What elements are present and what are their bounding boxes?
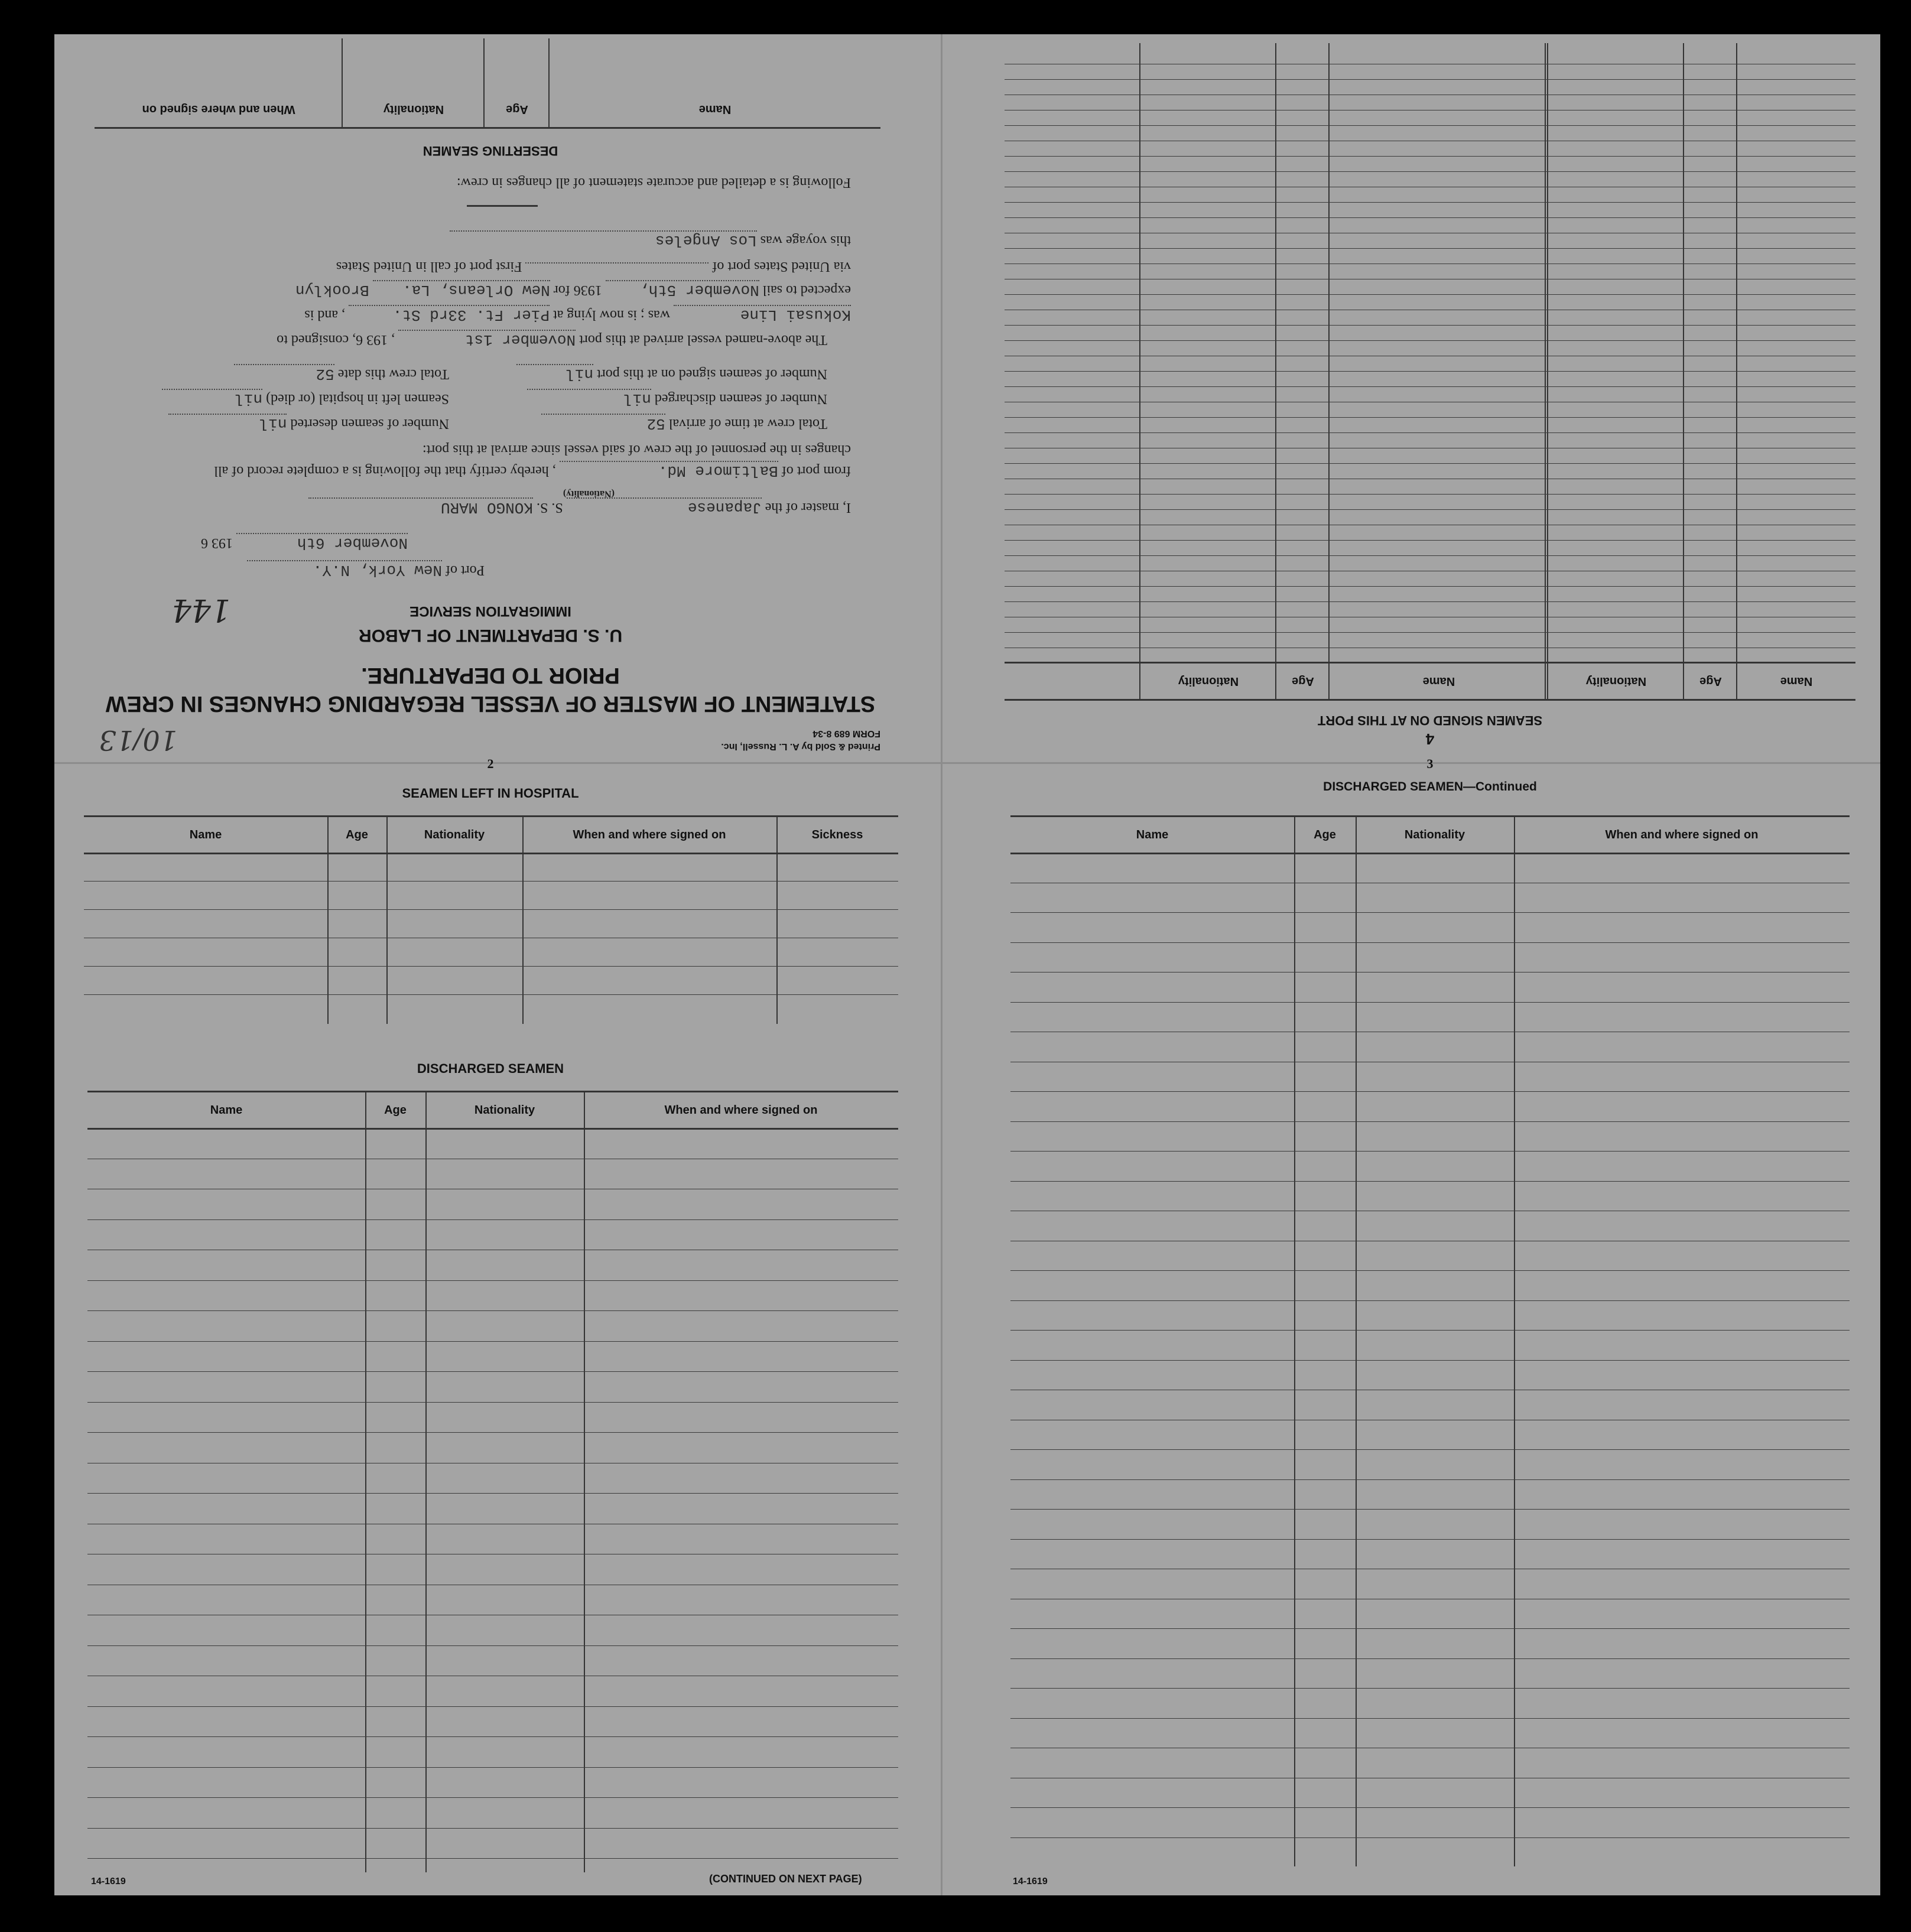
discharged-header-nationality: Nationality: [474, 1104, 535, 1117]
table-row-line: [87, 1280, 898, 1281]
from-port-value: Baltimore Md.: [560, 461, 778, 480]
table-row-line: [1005, 156, 1855, 157]
nationality-value: Japanese: [567, 497, 762, 516]
table-row-line: [1005, 601, 1855, 602]
table-row-line: [87, 1371, 898, 1372]
table-row-line: [87, 1493, 898, 1494]
table-row-line: [87, 1341, 898, 1342]
hospital-header-sickness: Sickness: [811, 828, 863, 841]
table-row-line: [87, 1645, 898, 1646]
deserting-header-signed-on: When and where signed on: [142, 103, 295, 116]
discharged-header-name: Name: [210, 1104, 243, 1117]
table-row-line: [1005, 79, 1855, 80]
deserting-table: [95, 38, 880, 129]
table-row-line: [1010, 1151, 1850, 1152]
vessel-value: KONGO MARU: [308, 497, 533, 516]
table-row-line: [1010, 912, 1850, 913]
deserted-value: nil: [168, 414, 287, 432]
page-number-4: 4: [1425, 730, 1435, 748]
borough-value: Brooklyn: [295, 281, 369, 299]
table-row-line: [1010, 1539, 1850, 1540]
page-number-2: 2: [487, 756, 494, 771]
table-row-line: [1005, 463, 1855, 464]
hospital-table: [84, 815, 898, 1024]
table-row-line: [1005, 371, 1855, 372]
year-label: 193 6: [201, 535, 233, 551]
service-heading: IMMIGRATION SERVICE: [410, 603, 571, 619]
signed-on-title: SEAMEN SIGNED ON AT THIS PORT: [1317, 713, 1543, 728]
hospital-header-nationality: Nationality: [424, 828, 485, 841]
table-row-line: [1005, 632, 1855, 633]
table-row-line: [87, 1797, 898, 1798]
certify-text: , hereby certify that the following is a complete record of all: [214, 463, 556, 479]
first-port-label: First port of call in United States: [336, 259, 522, 274]
sail-value: November 5th,: [606, 280, 759, 299]
table-row-line: [1010, 1121, 1850, 1122]
table-row-line: [1005, 662, 1855, 663]
hospital-panel: [83, 756, 898, 1891]
total-date-line: [234, 364, 449, 383]
expected-label: expected to sail: [762, 282, 851, 298]
printer-line: Printed & Sold by A. L. Russell, Inc.: [721, 741, 880, 752]
signed-on-panel: [1005, 39, 1855, 754]
date-value: November 6th: [236, 533, 408, 552]
handwritten-number: 144: [171, 592, 230, 627]
table-row-line: [87, 1736, 898, 1737]
discharged-continued-panel: [1005, 756, 1855, 1891]
department-heading: U. S. DEPARTMENT OF LABOR: [358, 626, 623, 645]
discharged-header-signed-on: When and where signed on: [664, 1104, 818, 1117]
signed-label: Number of seamen signed on at this port: [597, 366, 827, 382]
signed-on-header-age-b: Age: [1292, 675, 1314, 688]
port-value: New York, N.Y.: [247, 560, 442, 579]
consignee-line: [304, 305, 851, 324]
table-row-line: [1005, 294, 1855, 295]
hospital-title: SEAMEN LEFT IN HOSPITAL: [402, 786, 579, 801]
ss-label: S. S.: [537, 500, 563, 515]
changes-text: changes in the personnel of the crew of said vessel since arrival at this port:: [422, 442, 851, 457]
via-line: [336, 258, 851, 274]
deserting-header-nationality: Nationality: [383, 103, 444, 116]
from-port-label: from port of: [781, 463, 851, 479]
table-row-line: [1010, 1509, 1850, 1510]
hospital-header-age: Age: [346, 828, 368, 841]
deserting-header-age: Age: [506, 103, 528, 116]
table-row-line: [1010, 1449, 1850, 1450]
total-crew-value: 52: [541, 414, 665, 432]
handwritten-note: 10/13: [99, 724, 177, 756]
table-row-line: [1005, 555, 1855, 556]
voyage-line: [450, 230, 851, 249]
deserted-label: Number of seamen deserted: [290, 416, 449, 431]
table-row-line: [87, 1128, 898, 1130]
table-row-line: [1005, 540, 1855, 541]
signed-on-header-age-a: Age: [1699, 675, 1722, 688]
discharged-line: [527, 389, 827, 408]
page-number-3: 3: [1426, 756, 1434, 771]
table-row-line: [1005, 432, 1855, 433]
signed-on-header-name-a: Name: [1780, 675, 1813, 688]
port-line: [247, 560, 485, 579]
table-row-line: [1010, 1360, 1850, 1361]
signed-on-header-name-b: Name: [1422, 675, 1455, 688]
date-line: [201, 533, 408, 552]
and-is: , and is: [304, 307, 345, 323]
discharged-continued-title: DISCHARGED SEAMEN—Continued: [1323, 780, 1537, 793]
table-row-line: [1005, 386, 1855, 387]
consignee-value: Kokusai Line: [674, 305, 851, 324]
signed-line: [516, 364, 827, 383]
discharged-header-age: Age: [384, 1104, 407, 1117]
table-row-line: [1005, 217, 1855, 218]
statement-title-line1: STATEMENT OF MASTER OF VESSEL REGARDING CHANGES IN CREW: [105, 691, 876, 716]
deserted-line: [168, 414, 449, 432]
table-row-line: [1010, 1658, 1850, 1659]
table-row-line: [87, 1706, 898, 1707]
table-row-line: [1010, 1718, 1850, 1719]
arrived-label: The above-named vessel arrived at this port: [579, 332, 827, 347]
table-row-line: [1010, 1628, 1850, 1629]
was-label: was: [648, 307, 670, 323]
table-row-line: [1010, 1837, 1850, 1838]
signed-on-header-nationality-a: Nationality: [1585, 675, 1647, 688]
discharged-title: DISCHARGED SEAMEN: [417, 1061, 564, 1076]
table-row-line: [1010, 942, 1850, 943]
table-row-line: [87, 1828, 898, 1829]
table-row-line: [1010, 1330, 1850, 1331]
hospital-label: Seamen left in hospital (or died): [266, 391, 449, 406]
statement-panel: [83, 35, 898, 756]
voyage-label: this voyage was: [760, 233, 851, 248]
arrived-value: November 1st: [398, 330, 576, 349]
table-row-line: [87, 1432, 898, 1433]
arrived-year: , 193 6, consigned to: [277, 332, 395, 347]
table-row-line: [1005, 417, 1855, 418]
table-row-line: [1005, 340, 1855, 341]
pier-value: Pier Ft. 33rd St.: [349, 305, 550, 324]
signed-on-header-nationality-b: Nationality: [1178, 675, 1239, 688]
following-text: Following is a detailed and accurate statement of all changes in crew:: [456, 175, 851, 190]
table-row-line: [84, 994, 898, 995]
table-row-line: [87, 1310, 898, 1311]
port-label: Port of: [446, 562, 485, 578]
master-line: [308, 497, 851, 516]
total-date-value: 52: [234, 364, 334, 383]
vertical-fold: [941, 34, 942, 1895]
signed-on-table: [1005, 43, 1855, 701]
table-row-line: [84, 966, 898, 967]
table-row-line: [1010, 1479, 1850, 1480]
separator: [467, 205, 538, 207]
total-date-label: Total crew this date: [337, 366, 449, 382]
table-row-line: [1005, 125, 1855, 126]
table-row-line: [1010, 1181, 1850, 1182]
table-row-line: [1005, 325, 1855, 326]
discharged-cont-header-nationality: Nationality: [1404, 828, 1465, 841]
destination-value: New Orleans, La.: [373, 280, 550, 299]
table-row-line: [1010, 1002, 1850, 1003]
form-number: FORM 689 8-34: [812, 728, 880, 739]
master-label: I, master of the: [765, 500, 851, 515]
voyage-value: Los Angeles: [450, 230, 757, 249]
from-port-line: [214, 461, 851, 480]
table-row-line: [84, 881, 898, 882]
via-label: via United States port of: [712, 259, 851, 274]
footer-right-code: 14-1619: [1013, 1876, 1048, 1887]
table-row-line: [87, 1219, 898, 1220]
table-row-line: [1010, 1807, 1850, 1808]
table-row-line: [87, 1858, 898, 1859]
table-row-line: [1005, 586, 1855, 587]
hospital-header-name: Name: [189, 828, 222, 841]
table-row-line: [1005, 171, 1855, 172]
discharged-table: [87, 1091, 898, 1872]
lying-label: ; is now lying at: [553, 307, 645, 323]
discharged-continued-table: [1010, 815, 1850, 1866]
continued-note: (CONTINUED ON NEXT PAGE): [709, 1873, 862, 1885]
deserting-title: DESERTING SEAMEN: [422, 144, 558, 158]
sail-year: 1936 for: [553, 282, 602, 298]
total-crew-line: [541, 414, 827, 432]
deserting-header-name: Name: [698, 103, 732, 116]
table-row-line: [1005, 509, 1855, 510]
table-row-line: [87, 1767, 898, 1768]
table-row-line: [1010, 1270, 1850, 1271]
discharged-cont-header-signed-on: When and where signed on: [1605, 828, 1759, 841]
hospital-value: nil: [162, 389, 262, 408]
table-row-line: [1010, 1300, 1850, 1301]
table-row-line: [1005, 494, 1855, 495]
statement-title-line2: PRIOR TO DEPARTURE.: [361, 663, 620, 688]
expected-line: [295, 280, 851, 299]
discharged-cont-header-age: Age: [1314, 828, 1336, 841]
table-row-line: [87, 1402, 898, 1403]
nationality-caption: (Nationality): [563, 489, 615, 499]
hospital-header-signed-on: When and where signed on: [573, 828, 726, 841]
discharged-value: nil: [527, 389, 651, 408]
table-row-line: [1010, 853, 1850, 854]
hospital-line: [162, 389, 449, 408]
discharged-label: Number of seamen discharged: [654, 391, 827, 406]
table-row-line: [1005, 202, 1855, 203]
table-row-line: [1005, 248, 1855, 249]
arrived-line: [277, 330, 827, 349]
table-row-line: [1010, 1091, 1850, 1092]
table-row-line: [84, 909, 898, 910]
footer-left-code: 14-1619: [91, 1876, 126, 1887]
table-row-line: [84, 853, 898, 854]
signed-value: nil: [516, 364, 593, 383]
table-row-line: [1010, 1688, 1850, 1689]
total-crew-label: Total crew at time of arrival: [668, 416, 827, 431]
discharged-cont-header-name: Name: [1136, 828, 1169, 841]
